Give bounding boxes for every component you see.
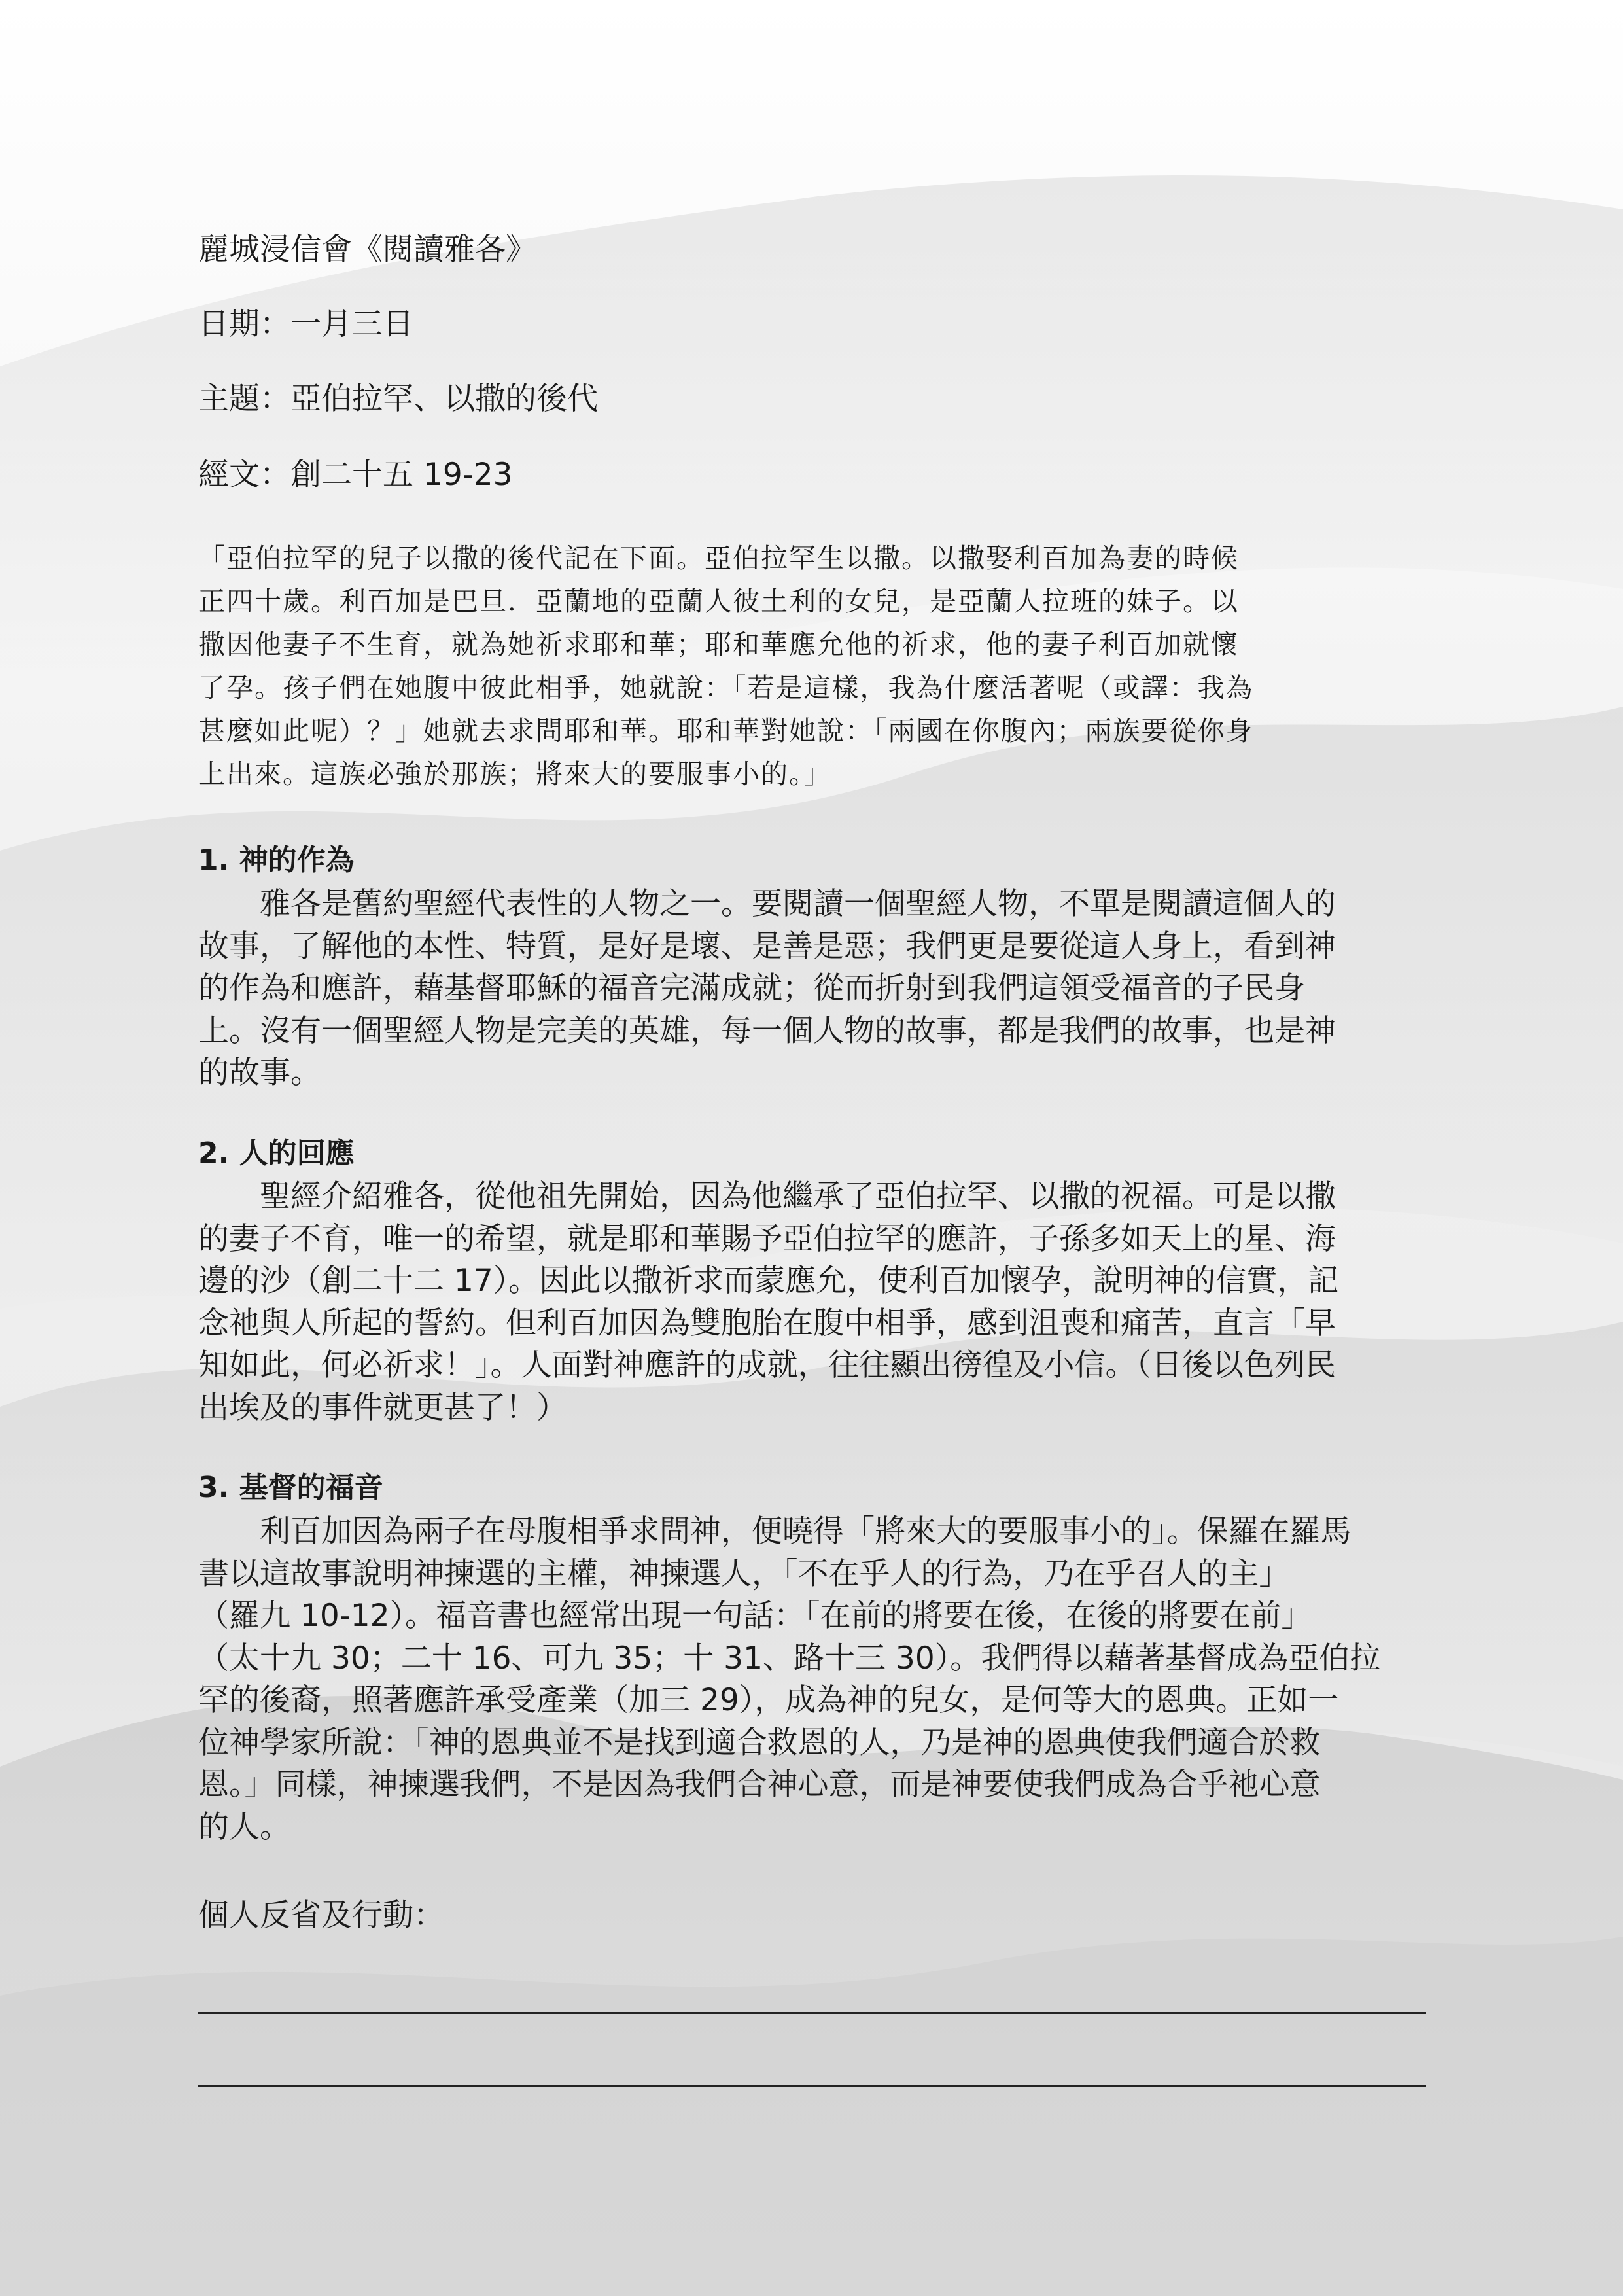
section-body-1	[198, 883, 1428, 1095]
scripture-quote	[198, 537, 1428, 796]
scripture-line: 撒因他妻子不生育，就為她祈求耶和華；耶和華應允他的祈求，他的妻子利百加就懷	[198, 629, 1239, 660]
reflection-label: 個人反省及行動：	[198, 1898, 444, 1934]
paragraph-line: 聖經介紹雅各，從他祖先開始，因為他繼承了亞伯拉罕、以撒的祝福。可是以撒	[198, 1178, 1336, 1214]
reflection-answer-line[interactable]	[198, 2012, 1426, 2014]
scripture-line: 了孕。孩子們在她腹中彼此相爭，她就說：「若是這樣，我為什麼活著呢（或譯：我為	[198, 672, 1254, 703]
paragraph-line: 知如此，何必祈求！」。人面對神應許的成就，往往顯出徬徨及小信。（日後以色列民	[198, 1347, 1336, 1383]
date-line: 日期：一月三日	[198, 306, 413, 342]
paragraph-line: 位神學家所說：「神的恩典並不是找到適合救恩的人，乃是神的恩典使我們適合於救	[198, 1724, 1321, 1761]
section-heading-3: 3. 基督的福音	[198, 1471, 383, 1504]
paragraph-line: 出埃及的事件就更甚了！）	[198, 1389, 567, 1426]
paragraph-line: 邊的沙（創二十二 17）。因此以撒祈求而蒙應允，使利百加懷孕，說明神的信實，記	[198, 1263, 1339, 1299]
section-body-3	[198, 1511, 1428, 1848]
paragraph-line: 念祂與人所起的誓約。但利百加因為雙胞胎在腹中相爭，感到沮喪和痛苦，直言「早	[198, 1305, 1336, 1341]
scripture-line: 上出來。這族必強於那族；將來大的要服事小的。」	[198, 758, 832, 790]
paragraph-line: 利百加因為兩子在母腹相爭求問神，便曉得「將來大的要服事小的」。保羅在羅馬	[198, 1513, 1352, 1549]
paragraph-line: （太十九 30；二十 16、可九 35；十 31、路十三 30）。我們得以藉著基督成為亞伯拉	[198, 1640, 1381, 1676]
document-title: 麗城浸信會《閱讀雅各》	[198, 232, 536, 268]
reflection-answer-line[interactable]	[198, 2085, 1426, 2087]
paragraph-line: 的故事。	[198, 1055, 321, 1091]
theme-line: 主題：亞伯拉罕、以撒的後代	[198, 381, 598, 417]
paragraph-line: 的人。	[198, 1809, 290, 1845]
scripture-line: 「亞伯拉罕的兒子以撒的後代記在下面。亞伯拉罕生以撒。以撒娶利百加為妻的時候	[198, 542, 1239, 574]
section-heading-2: 2. 人的回應	[198, 1137, 355, 1170]
passage-line: 經文：創二十五 19-23	[198, 457, 513, 493]
paragraph-line: 書以這故事說明神揀選的主權，神揀選人，「不在乎人的行為，乃在乎召人的主」	[198, 1555, 1290, 1592]
paragraph-line: 上。沒有一個聖經人物是完美的英雄，每一個人物的故事，都是我們的故事，也是神	[198, 1012, 1336, 1049]
paragraph-line: 雅各是舊約聖經代表性的人物之一。要閱讀一個聖經人物，不單是閱讀這個人的	[198, 886, 1336, 922]
paragraph-line: 罕的後裔，照著應許承受產業（加三 29），成為神的兒女，是何等大的恩典。正如一	[198, 1682, 1339, 1718]
section-body-2	[198, 1176, 1428, 1429]
paragraph-line: 恩。」同樣，神揀選我們，不是因為我們合神心意，而是神要使我們成為合乎祂心意	[198, 1767, 1321, 1803]
scripture-line: 甚麼如此呢）？」她就去求問耶和華。耶和華對她說：「兩國在你腹內；兩族要從你身	[198, 715, 1254, 747]
paragraph-line: 的作為和應許，藉基督耶穌的福音完滿成就；從而折射到我們這領受福音的子民身	[198, 970, 1305, 1006]
paragraph-line: 故事，了解他的本性、特質，是好是壞、是善是惡；我們更是要從這人身上，看到神	[198, 928, 1336, 964]
paragraph-line: 的妻子不育，唯一的希望，就是耶和華賜予亞伯拉罕的應許，子孫多如天上的星、海	[198, 1220, 1336, 1257]
scripture-line: 正四十歲。利百加是巴旦．亞蘭地的亞蘭人彼土利的女兒，是亞蘭人拉班的妹子。以	[198, 586, 1239, 617]
section-heading-1: 1. 神的作為	[198, 843, 355, 877]
paragraph-line: （羅九 10-12）。福音書也經常出現一句話：「在前的將要在後，在後的將要在前」	[198, 1598, 1312, 1634]
